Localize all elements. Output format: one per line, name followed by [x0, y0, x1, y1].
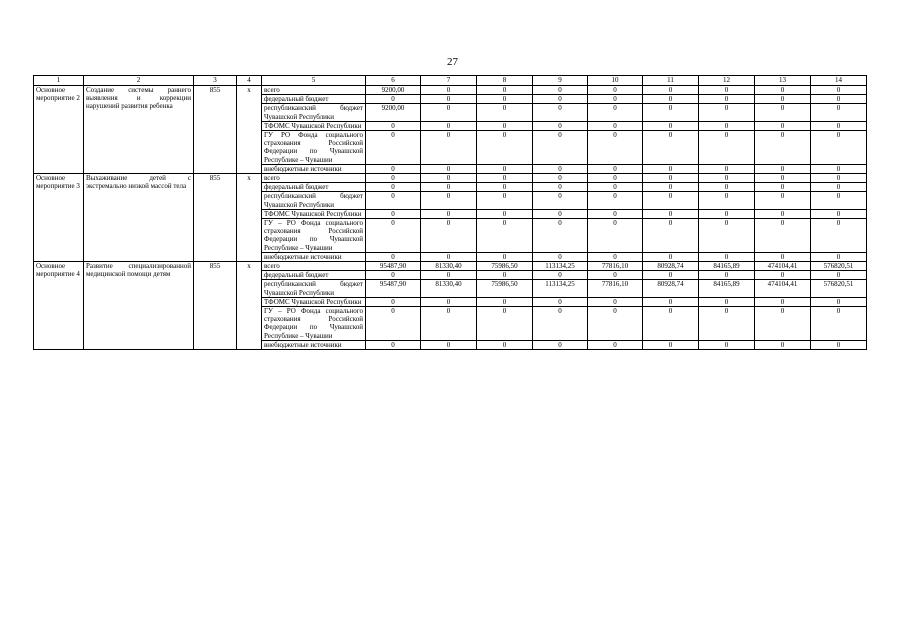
value-cell: 0 — [533, 340, 588, 349]
mark-cell: х — [237, 262, 262, 350]
responsible-code: 855 — [194, 86, 237, 174]
event-title: Развитие специализированной медицинской помощи детям — [84, 262, 194, 350]
value-cell: 0 — [588, 164, 643, 173]
value-cell: 113134,25 — [533, 280, 588, 297]
value-cell: 0 — [811, 209, 867, 218]
value-cell: 0 — [477, 164, 533, 173]
value-cell: 474104,41 — [755, 262, 811, 271]
value-cell: 0 — [477, 192, 533, 209]
value-cell: 0 — [588, 95, 643, 104]
header-cell: 9 — [533, 76, 588, 86]
header-cell: 6 — [366, 76, 421, 86]
value-cell: 0 — [811, 104, 867, 121]
value-cell: 81330,40 — [421, 280, 477, 297]
value-cell: 0 — [533, 252, 588, 261]
event-name: Основное мероприятие 3 — [34, 174, 84, 262]
header-cell: 13 — [755, 76, 811, 86]
value-cell: 0 — [421, 86, 477, 95]
value-cell: 0 — [588, 340, 643, 349]
value-cell: 77816,10 — [588, 262, 643, 271]
value-cell: 0 — [366, 209, 421, 218]
value-cell: 0 — [477, 121, 533, 130]
value-cell: 0 — [477, 104, 533, 121]
funding-source: ТФОМС Чувашской Республики — [262, 297, 366, 306]
value-cell: 0 — [643, 174, 699, 183]
value-cell: 0 — [755, 219, 811, 253]
value-cell: 81330,40 — [421, 262, 477, 271]
value-cell: 0 — [811, 192, 867, 209]
value-cell: 80928,74 — [643, 280, 699, 297]
funding-source: федеральный бюджет — [262, 95, 366, 104]
value-cell: 0 — [811, 121, 867, 130]
mark-cell: х — [237, 174, 262, 262]
value-cell: 0 — [421, 252, 477, 261]
value-cell: 0 — [643, 104, 699, 121]
value-cell: 0 — [643, 121, 699, 130]
value-cell: 0 — [366, 271, 421, 280]
value-cell: 0 — [421, 131, 477, 165]
value-cell: 75986,50 — [477, 280, 533, 297]
value-cell: 0 — [811, 340, 867, 349]
value-cell: 84165,89 — [699, 262, 755, 271]
value-cell: 0 — [755, 271, 811, 280]
value-cell: 0 — [533, 104, 588, 121]
value-cell: 0 — [421, 164, 477, 173]
value-cell: 0 — [588, 192, 643, 209]
header-cell: 4 — [237, 76, 262, 86]
value-cell: 0 — [588, 183, 643, 192]
value-cell: 0 — [643, 271, 699, 280]
event-title: Создание системы раннего выявления и коррекции нарушений развития ребенка — [84, 86, 194, 174]
value-cell: 0 — [755, 252, 811, 261]
value-cell: 0 — [366, 340, 421, 349]
header-cell: 10 — [588, 76, 643, 86]
value-cell: 0 — [643, 307, 699, 341]
value-cell: 0 — [643, 192, 699, 209]
value-cell: 0 — [643, 164, 699, 173]
value-cell: 0 — [366, 183, 421, 192]
value-cell: 0 — [366, 174, 421, 183]
value-cell: 0 — [699, 174, 755, 183]
header-cell: 7 — [421, 76, 477, 86]
value-cell: 0 — [533, 95, 588, 104]
value-cell: 0 — [477, 271, 533, 280]
value-cell: 0 — [811, 86, 867, 95]
value-cell: 0 — [366, 95, 421, 104]
value-cell: 0 — [699, 131, 755, 165]
value-cell: 0 — [755, 209, 811, 218]
value-cell: 0 — [366, 307, 421, 341]
value-cell: 75986,50 — [477, 262, 533, 271]
value-cell: 0 — [533, 192, 588, 209]
value-cell: 0 — [811, 307, 867, 341]
value-cell: 0 — [533, 86, 588, 95]
value-cell: 0 — [366, 131, 421, 165]
value-cell: 0 — [699, 121, 755, 130]
event-name: Основное мероприятие 2 — [34, 86, 84, 174]
value-cell: 0 — [366, 297, 421, 306]
value-cell: 0 — [533, 164, 588, 173]
value-cell: 0 — [755, 192, 811, 209]
value-cell: 0 — [366, 121, 421, 130]
value-cell: 0 — [477, 307, 533, 341]
value-cell: 0 — [533, 183, 588, 192]
funding-source: ГУ – РО Фонда социального страхования Российской Федерации по Чувашской Республике – Чувашии — [262, 219, 366, 253]
funding-source: республиканский бюджет Чувашской Республики — [262, 104, 366, 121]
value-cell: 0 — [643, 131, 699, 165]
value-cell: 0 — [477, 174, 533, 183]
value-cell: 0 — [755, 183, 811, 192]
value-cell: 0 — [811, 183, 867, 192]
value-cell: 0 — [755, 104, 811, 121]
header-cell: 2 — [84, 76, 194, 86]
funding-source: республиканский бюджет Чувашской Республики — [262, 192, 366, 209]
value-cell: 0 — [699, 219, 755, 253]
value-cell: 0 — [588, 219, 643, 253]
value-cell: 0 — [643, 209, 699, 218]
value-cell: 0 — [699, 95, 755, 104]
responsible-code: 855 — [194, 262, 237, 350]
funding-source: всего — [262, 262, 366, 271]
value-cell: 0 — [699, 209, 755, 218]
value-cell: 0 — [366, 252, 421, 261]
value-cell: 113134,25 — [533, 262, 588, 271]
value-cell: 0 — [421, 209, 477, 218]
value-cell: 0 — [421, 271, 477, 280]
value-cell: 0 — [533, 174, 588, 183]
table-row — [34, 174, 867, 183]
funding-source: внебюджетные источники — [262, 252, 366, 261]
value-cell: 0 — [811, 219, 867, 253]
value-cell: 0 — [421, 95, 477, 104]
funding-source: федеральный бюджет — [262, 271, 366, 280]
value-cell: 0 — [699, 104, 755, 121]
value-cell: 0 — [811, 252, 867, 261]
value-cell: 0 — [699, 86, 755, 95]
value-cell: 95487,90 — [366, 262, 421, 271]
value-cell: 0 — [588, 131, 643, 165]
value-cell: 0 — [533, 209, 588, 218]
funding-source: всего — [262, 174, 366, 183]
funding-source: ГУ – РО Фонда социального страхования Российской Федерации по Чувашской Республике – Чувашии — [262, 307, 366, 341]
funding-source: федеральный бюджет — [262, 183, 366, 192]
value-cell: 0 — [755, 307, 811, 341]
value-cell: 0 — [643, 219, 699, 253]
value-cell: 0 — [533, 271, 588, 280]
funding-source: республиканский бюджет Чувашской Республики — [262, 280, 366, 297]
value-cell: 0 — [477, 131, 533, 165]
header-row — [34, 76, 867, 86]
budget-table — [33, 75, 867, 350]
value-cell: 0 — [755, 174, 811, 183]
value-cell: 0 — [755, 340, 811, 349]
value-cell: 576820,51 — [811, 262, 867, 271]
funding-source: внебюджетные источники — [262, 164, 366, 173]
event-title: Выхаживание детей с экстремально низкой массой тела — [84, 174, 194, 262]
table-row — [34, 262, 867, 271]
value-cell: 0 — [421, 297, 477, 306]
value-cell: 0 — [811, 297, 867, 306]
value-cell: 0 — [755, 121, 811, 130]
value-cell: 95487,90 — [366, 280, 421, 297]
value-cell: 0 — [366, 192, 421, 209]
value-cell: 0 — [366, 164, 421, 173]
header-cell: 12 — [699, 76, 755, 86]
value-cell: 9200,00 — [366, 86, 421, 95]
value-cell: 0 — [588, 209, 643, 218]
value-cell: 0 — [533, 307, 588, 341]
value-cell: 0 — [533, 131, 588, 165]
value-cell: 0 — [643, 252, 699, 261]
value-cell: 0 — [588, 252, 643, 261]
value-cell: 0 — [588, 121, 643, 130]
value-cell: 0 — [755, 131, 811, 165]
value-cell: 0 — [477, 340, 533, 349]
header-cell: 1 — [34, 76, 84, 86]
value-cell: 0 — [477, 183, 533, 192]
value-cell: 0 — [588, 297, 643, 306]
value-cell: 0 — [811, 174, 867, 183]
value-cell: 0 — [421, 121, 477, 130]
header-cell: 5 — [262, 76, 366, 86]
value-cell: 0 — [533, 219, 588, 253]
value-cell: 0 — [477, 209, 533, 218]
value-cell: 0 — [588, 174, 643, 183]
value-cell: 0 — [421, 307, 477, 341]
value-cell: 0 — [588, 104, 643, 121]
value-cell: 0 — [477, 219, 533, 253]
value-cell: 0 — [421, 104, 477, 121]
mark-cell: х — [237, 86, 262, 174]
table-row — [34, 86, 867, 95]
value-cell: 0 — [643, 86, 699, 95]
value-cell: 0 — [811, 271, 867, 280]
value-cell: 0 — [699, 297, 755, 306]
value-cell: 0 — [421, 219, 477, 253]
funding-source: внебюджетные источники — [262, 340, 366, 349]
value-cell: 0 — [755, 164, 811, 173]
value-cell: 0 — [755, 95, 811, 104]
value-cell: 0 — [421, 340, 477, 349]
value-cell: 0 — [643, 340, 699, 349]
page-number: 27 — [447, 56, 458, 68]
table-body — [34, 76, 867, 350]
value-cell: 80928,74 — [643, 262, 699, 271]
value-cell: 9200,00 — [366, 104, 421, 121]
value-cell: 0 — [366, 219, 421, 253]
value-cell: 0 — [811, 131, 867, 165]
value-cell: 77816,10 — [588, 280, 643, 297]
value-cell: 0 — [533, 121, 588, 130]
header-cell: 8 — [477, 76, 533, 86]
value-cell: 0 — [755, 297, 811, 306]
value-cell: 0 — [699, 271, 755, 280]
value-cell: 0 — [643, 297, 699, 306]
value-cell: 0 — [755, 86, 811, 95]
value-cell: 0 — [588, 86, 643, 95]
value-cell: 0 — [643, 95, 699, 104]
value-cell: 0 — [421, 192, 477, 209]
value-cell: 0 — [533, 297, 588, 306]
value-cell: 0 — [699, 164, 755, 173]
value-cell: 0 — [477, 297, 533, 306]
value-cell: 0 — [588, 271, 643, 280]
value-cell: 0 — [699, 192, 755, 209]
value-cell: 0 — [699, 340, 755, 349]
funding-source: ТФОМС Чувашской Республики — [262, 121, 366, 130]
value-cell: 0 — [421, 174, 477, 183]
value-cell: 0 — [699, 183, 755, 192]
value-cell: 0 — [477, 252, 533, 261]
value-cell: 0 — [811, 164, 867, 173]
value-cell: 0 — [699, 252, 755, 261]
funding-source: ГУ РО Фонда социального страхования Российской Федерации по Чувашской Республике – Чувашии — [262, 131, 366, 165]
funding-source: ТФОМС Чувашской Республики — [262, 209, 366, 218]
value-cell: 576820,51 — [811, 280, 867, 297]
funding-source: всего — [262, 86, 366, 95]
value-cell: 0 — [588, 307, 643, 341]
value-cell: 0 — [699, 307, 755, 341]
value-cell: 474104,41 — [755, 280, 811, 297]
value-cell: 0 — [811, 95, 867, 104]
header-cell: 11 — [643, 76, 699, 86]
header-cell: 14 — [811, 76, 867, 86]
value-cell: 0 — [421, 183, 477, 192]
value-cell: 0 — [643, 183, 699, 192]
responsible-code: 855 — [194, 174, 237, 262]
value-cell: 0 — [477, 95, 533, 104]
value-cell: 84165,89 — [699, 280, 755, 297]
header-cell: 3 — [194, 76, 237, 86]
value-cell: 0 — [477, 86, 533, 95]
event-name: Основное мероприятие 4 — [34, 262, 84, 350]
